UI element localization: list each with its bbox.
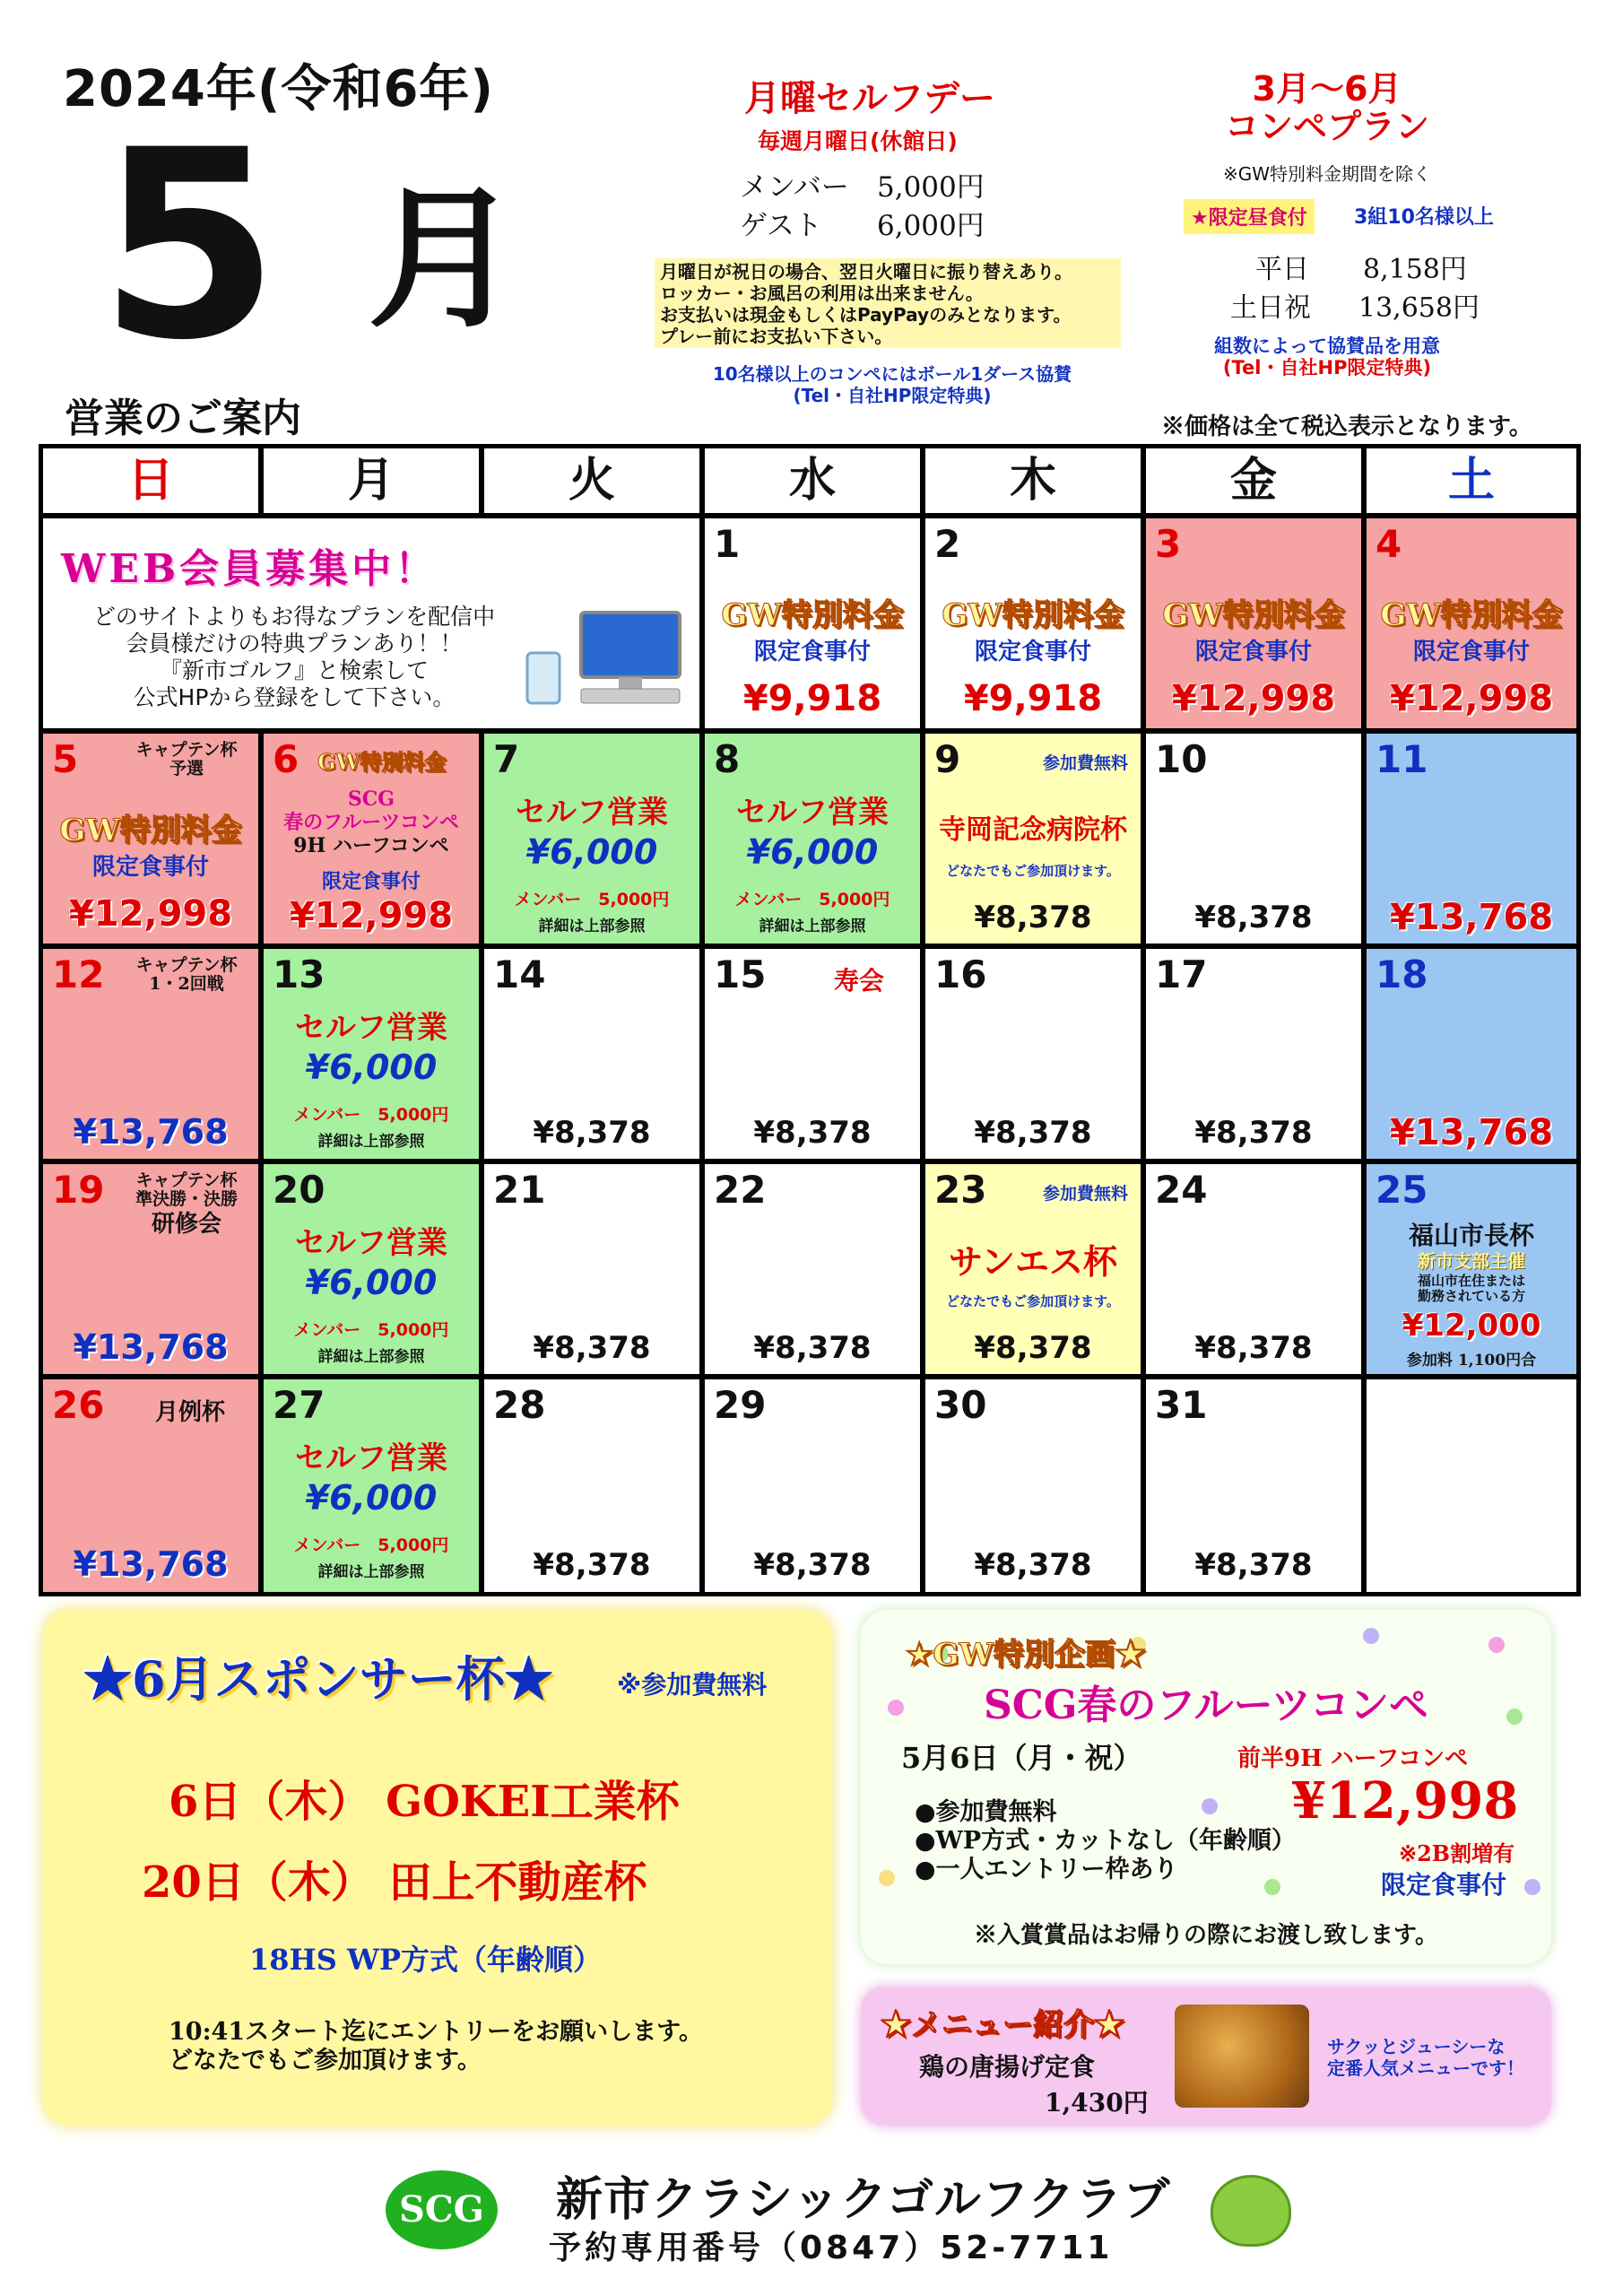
gw-label: GW特別料金	[1162, 597, 1345, 633]
web-promo-line: 会員様だけの特典プランあり！！	[126, 631, 463, 657]
empty-cell	[1367, 1379, 1576, 1592]
day-number: 2	[934, 522, 961, 566]
header-saturday: 土	[1367, 448, 1576, 513]
decor-dot	[879, 1870, 895, 1886]
self-price: ¥6,000	[305, 1478, 438, 1518]
day-number: 9	[934, 737, 961, 781]
day-cell-1[interactable]	[705, 518, 920, 728]
business-guide-heading: 営業のご案内	[65, 396, 301, 441]
self-price: ¥6,000	[305, 1263, 438, 1302]
header-sunday: 日	[43, 448, 258, 513]
day-number: 21	[493, 1168, 546, 1212]
entry-fee: 参加料 1,100円合	[1406, 1352, 1537, 1370]
desc-line: 定番人気メニューです！	[1327, 2057, 1524, 2079]
day-cell-28[interactable]	[484, 1379, 699, 1592]
tag-line: キャプテン杯	[135, 955, 238, 975]
self-operation: セルフ営業	[295, 1010, 447, 1046]
limited-food: 限定食事付	[91, 854, 209, 881]
compe-weekend-price: 13,658円	[1358, 292, 1480, 324]
self-day-subtitle: 毎週月曜日(休館日)	[758, 128, 958, 154]
day-price: ¥8,378	[974, 1330, 1092, 1366]
sponsor-cup-line: 6日（木） GOKEI工業杯	[169, 1777, 680, 1827]
tag-line: 1・2回戦	[149, 974, 224, 994]
limited-lunch-badge: ★限定昼食付	[1184, 199, 1315, 234]
self-operation: セルフ営業	[295, 1225, 447, 1261]
self-price: ¥6,000	[525, 832, 658, 872]
day-cell-9[interactable]	[925, 734, 1141, 944]
self-day-notes	[655, 258, 1121, 348]
day-cell-27[interactable]	[264, 1379, 479, 1592]
computer-icon	[518, 608, 689, 707]
day-price: ¥9,918	[963, 678, 1103, 719]
compe-line: 9H ハーフコンペ	[293, 834, 449, 857]
sponsor-cup-title: ★6月スポンサー杯★	[83, 1650, 553, 1708]
ball-note-line: (Tel・自社HP限定特典)	[793, 385, 992, 406]
self-note-line: お支払いは現金もしくはPayPayのみとなります。	[660, 304, 1072, 326]
menu-description	[1327, 2036, 1524, 2079]
self-operation: セルフ営業	[736, 795, 889, 831]
day-number: 29	[714, 1383, 767, 1427]
eligibility-note	[1367, 1274, 1576, 1304]
gw-event-prize-note: ※入賞賞品はお帰りの際にお渡し致します。	[974, 1922, 1438, 1949]
compe-note	[1148, 335, 1506, 378]
day-number: 27	[273, 1383, 325, 1427]
captain-cup-tag	[124, 741, 249, 778]
self-operation: セルフ営業	[295, 1440, 447, 1476]
day-cell-14[interactable]	[484, 949, 699, 1159]
club-name: 新市クラシックゴルフクラブ	[556, 2173, 1171, 2227]
day-cell-11[interactable]	[1367, 734, 1576, 944]
ball-note-line: 10名様以上のコンペにはボール1ダース協賛	[712, 363, 1072, 385]
day-number: 4	[1376, 522, 1402, 566]
day-number: 20	[273, 1168, 325, 1212]
header-tuesday: 火	[484, 448, 699, 513]
decor-dot	[1488, 1637, 1505, 1653]
day-price: ¥8,378	[1194, 1330, 1313, 1366]
compe-weekday-price: 8,158円	[1363, 254, 1467, 285]
day-number: 7	[493, 737, 520, 781]
day-price: ¥8,378	[533, 1330, 651, 1366]
day-number: 11	[1376, 737, 1428, 781]
self-member-price: メンバー 5,000円	[734, 890, 890, 909]
self-member-price: メンバー 5,000円	[293, 1535, 449, 1555]
bullet-item: ●WP方式・カットなし（年齢順）	[915, 1827, 1296, 1855]
gw-event-heading: ★GW特別企画★	[906, 1637, 1146, 1673]
day-cell-26[interactable]	[43, 1379, 258, 1592]
header-friday: 金	[1146, 448, 1361, 513]
compe-weekday-label: 平日	[1255, 254, 1309, 285]
gw-event-bullets	[915, 1798, 1296, 1884]
sponsor-cup-format: 18HS WP方式（年齢順）	[249, 1943, 603, 1977]
day-price: ¥8,378	[753, 1115, 872, 1151]
menu-heading: ★メニュー紹介★	[881, 2007, 1124, 2043]
menu-panel	[861, 1987, 1551, 2126]
limited-food: 限定食事付	[321, 871, 421, 893]
note-line: 勤務されている方	[1417, 1288, 1525, 1304]
tag-line: キャプテン杯	[135, 740, 238, 760]
tag-line: 研修会	[151, 1211, 221, 1238]
menu-item-name: 鶏の唐揚げ定食	[919, 2052, 1096, 2082]
sponsor-cup-entry	[169, 2018, 703, 2075]
anyone-welcome: どなたでもご参加頂けます。	[946, 1293, 1120, 1309]
day-number: 19	[52, 1168, 105, 1212]
day-number: 6	[273, 737, 299, 781]
compe-title-line2: コンペプラン	[1224, 107, 1429, 146]
day-number: 31	[1155, 1383, 1208, 1427]
day-price: ¥13,768	[1389, 897, 1554, 938]
self-detail: 詳細は上部参照	[317, 1348, 425, 1366]
limited-food: 限定食事付	[753, 639, 871, 665]
day-cell-24[interactable]	[1146, 1164, 1361, 1374]
fruit-compe-info	[264, 787, 479, 857]
compe-line: SCG	[347, 787, 395, 811]
day-number: 1	[714, 522, 741, 566]
day-cell-12[interactable]	[43, 949, 258, 1159]
day-number: 18	[1376, 952, 1428, 996]
tag-line: 予選	[169, 759, 204, 778]
day-cell-5[interactable]	[43, 734, 258, 944]
web-member-promo[interactable]	[43, 518, 699, 728]
gw-label: GW特別料金	[59, 813, 242, 848]
compe-gw-exclusion: ※GW特別料金期間を除く	[1222, 163, 1432, 185]
gw-event-date: 5月6日（月・祝）	[901, 1741, 1142, 1775]
day-cell-31[interactable]	[1146, 1379, 1361, 1592]
scg-logo: SCG	[386, 2170, 498, 2249]
day-cell-21[interactable]	[484, 1164, 699, 1374]
free-entry-tag: 参加費無料	[1042, 1184, 1128, 1204]
header-monday: 月	[264, 448, 479, 513]
event-name: 寿会	[833, 966, 884, 996]
captain-cup-tag	[124, 956, 249, 994]
day-number: 8	[714, 737, 741, 781]
day-cell-19[interactable]	[43, 1164, 258, 1374]
day-price: ¥8,378	[753, 1547, 872, 1583]
day-cell-8[interactable]	[705, 734, 920, 944]
day-price: ¥8,378	[533, 1547, 651, 1583]
day-price: ¥8,378	[1194, 900, 1313, 935]
decor-dot	[1524, 1879, 1541, 1895]
day-price: ¥8,378	[533, 1115, 651, 1151]
day-cell-16[interactable]	[925, 949, 1141, 1159]
web-promo-line: 『新市ゴルフ』と検索して	[159, 657, 429, 683]
bullet-item: ●一人エントリー枠あり	[915, 1856, 1178, 1883]
header-wednesday: 水	[705, 448, 920, 513]
day-number: 23	[934, 1168, 987, 1212]
day-cell-4[interactable]	[1367, 518, 1576, 728]
day-number: 5	[52, 737, 79, 781]
ball-sponsor-note	[664, 363, 1121, 406]
self-guest-price: 6,000円	[877, 210, 985, 242]
tag-line: 準決勝・決勝	[135, 1189, 238, 1209]
gw-event-panel	[861, 1610, 1551, 1964]
day-price: ¥12,998	[1171, 678, 1336, 719]
day-cell-30[interactable]	[925, 1379, 1141, 1592]
self-operation: セルフ営業	[516, 795, 668, 831]
self-day-title: 月曜セルフデー	[744, 78, 995, 119]
web-promo-title: WEB会員募集中！	[61, 546, 438, 592]
self-price: ¥6,000	[746, 832, 879, 872]
limited-food: 限定食事付	[1412, 639, 1530, 665]
gw-label: GW特別料金	[721, 597, 904, 633]
day-price: ¥8,378	[974, 900, 1092, 935]
day-cell-3[interactable]	[1146, 518, 1361, 728]
event-name: 福山市長杯	[1408, 1221, 1534, 1250]
compe-line: 春のフルーツコンペ	[283, 811, 459, 834]
web-promo-line: 公式HPから登録をして下さい。	[133, 684, 456, 710]
gw-label: GW特別料金	[1380, 597, 1563, 633]
day-price: ¥9,918	[742, 678, 882, 719]
compe-weekend-label: 土日祝	[1230, 292, 1311, 324]
day-cell-18[interactable]	[1367, 949, 1576, 1159]
month-kanji: 月	[368, 171, 521, 349]
decor-dot	[1363, 1628, 1379, 1644]
self-detail: 詳細は上部参照	[317, 1133, 425, 1151]
anyone-welcome: どなたでもご参加頂けます。	[946, 863, 1120, 879]
free-entry-tag: 参加費無料	[1042, 753, 1128, 773]
limited-food: 限定食事付	[1194, 639, 1312, 665]
day-number: 25	[1376, 1168, 1428, 1212]
captain-cup-tag	[124, 1171, 249, 1239]
gw-event-price: ¥12,998	[1291, 1771, 1519, 1831]
limited-food: 限定食事付	[974, 639, 1091, 665]
day-price: ¥13,768	[73, 1112, 229, 1152]
day-price: ¥12,998	[68, 893, 233, 935]
day-cell-17[interactable]	[1146, 949, 1361, 1159]
tax-note: ※価格は全て税込表示となります。	[1161, 413, 1532, 440]
day-cell-23[interactable]	[925, 1164, 1141, 1374]
self-detail: 詳細は上部参照	[317, 1563, 425, 1581]
day-number: 17	[1155, 952, 1208, 996]
gw-label: GW特別料金	[317, 749, 447, 775]
day-price: ¥8,378	[753, 1330, 872, 1366]
year-heading: 2024年(令和6年)	[63, 60, 495, 118]
self-price: ¥6,000	[305, 1048, 438, 1087]
gw-event-name: SCG春のフルーツコンペ	[984, 1683, 1428, 1728]
day-price: ¥8,378	[974, 1547, 1092, 1583]
gw-label: GW特別料金	[942, 597, 1124, 633]
day-number: 28	[493, 1383, 546, 1427]
self-note-line: ロッカー・お風呂の利用は出来ません。	[660, 283, 984, 304]
self-detail: 詳細は上部参照	[759, 918, 866, 935]
self-note-line: 月曜日が祝日の場合、翌日火曜日に振り替えあり。	[660, 261, 1072, 283]
self-member-price: メンバー 5,000円	[293, 1320, 449, 1340]
fried-chicken-image	[1175, 2005, 1309, 2108]
event-name: 寺岡記念病院杯	[939, 814, 1127, 846]
entry-line: どなたでもご参加頂けます。	[169, 2047, 482, 2074]
month-number: 5	[99, 95, 280, 397]
day-cell-25[interactable]	[1367, 1164, 1576, 1374]
self-member-label: メンバー	[740, 171, 849, 204]
day-price: ¥12,000	[1402, 1308, 1541, 1344]
day-cell-15[interactable]	[705, 949, 920, 1159]
day-price: ¥13,768	[73, 1544, 229, 1584]
day-cell-6[interactable]	[264, 734, 479, 944]
day-number: 14	[493, 952, 546, 996]
compe-note-line1: 組数によって協賛品を用意	[1214, 335, 1440, 357]
sponsor-cup-line: 20日（木） 田上不動産杯	[142, 1857, 647, 1908]
tag-line: キャプテン杯	[135, 1170, 238, 1190]
day-cell-29[interactable]	[705, 1379, 920, 1592]
day-number: 12	[52, 952, 105, 996]
gw-event-format: 前半9H ハーフコンペ	[1237, 1745, 1469, 1772]
menu-item-price: 1,430円	[1045, 2088, 1149, 2118]
desc-line: サクッとジューシーな	[1327, 2036, 1506, 2057]
day-number: 16	[934, 952, 987, 996]
header-thursday: 木	[925, 448, 1141, 513]
day-number: 3	[1155, 522, 1182, 566]
day-number: 15	[714, 952, 767, 996]
day-price: ¥12,998	[289, 895, 454, 936]
web-promo-line: どのサイトよりもお得なプランを配信中	[92, 604, 496, 630]
day-cell-20[interactable]	[264, 1164, 479, 1374]
day-cell-22[interactable]	[705, 1164, 920, 1374]
calendar-grid	[39, 444, 1581, 1596]
day-cell-2[interactable]	[925, 518, 1141, 728]
day-price: ¥8,378	[1194, 1115, 1313, 1151]
event-name: 月例杯	[155, 1399, 226, 1426]
day-price: ¥8,378	[974, 1115, 1092, 1151]
self-guest-label: ゲスト	[740, 210, 822, 242]
compe-group-size: 3組10名様以上	[1354, 206, 1494, 229]
day-number: 26	[52, 1383, 105, 1427]
day-price: ¥12,998	[1389, 678, 1554, 719]
self-member-price: メンバー 5,000円	[514, 890, 670, 909]
web-promo-lines	[61, 604, 527, 711]
day-cell-7[interactable]	[484, 734, 699, 944]
gw-event-limited: 限定食事付	[1381, 1870, 1507, 1900]
self-member-price: 5,000円	[877, 171, 985, 204]
reservation-phone[interactable]: 予約専用番号（0847）52-7711	[549, 2230, 1114, 2266]
self-detail: 詳細は上部参照	[538, 918, 646, 935]
day-price: ¥13,768	[73, 1327, 229, 1367]
day-number: 24	[1155, 1168, 1208, 1212]
compe-note-line2: (Tel・自社HP限定特典)	[1222, 357, 1432, 378]
compe-plan-title	[1148, 70, 1506, 145]
self-note-line: プレー前にお支払い下さい。	[660, 326, 893, 347]
self-member-price: メンバー 5,000円	[293, 1105, 449, 1125]
day-cell-10[interactable]	[1146, 734, 1361, 944]
compe-title-line1: 3月～6月	[1252, 69, 1402, 109]
day-price: ¥8,378	[1194, 1547, 1313, 1583]
event-sponsor: 新市支部主催	[1418, 1250, 1525, 1272]
note-line: 福山市在住または	[1417, 1273, 1525, 1289]
mascot-icon	[1211, 2175, 1291, 2247]
day-price: ¥13,768	[1389, 1112, 1554, 1153]
day-number: 30	[934, 1383, 987, 1427]
day-cell-13[interactable]	[264, 949, 479, 1159]
day-number: 13	[273, 952, 325, 996]
day-number: 22	[714, 1168, 767, 1212]
sponsor-cup-panel	[43, 1610, 832, 2126]
event-name: サンエス杯	[948, 1241, 1118, 1282]
entry-line: 10:41スタート迄にエントリーをお願いします。	[169, 2018, 703, 2046]
sponsor-cup-free: ※参加費無料	[617, 1670, 768, 1700]
day-number: 10	[1155, 737, 1208, 781]
bullet-item: ●参加費無料	[915, 1798, 1057, 1826]
gw-event-surcharge: ※2B割増有	[1399, 1840, 1515, 1866]
